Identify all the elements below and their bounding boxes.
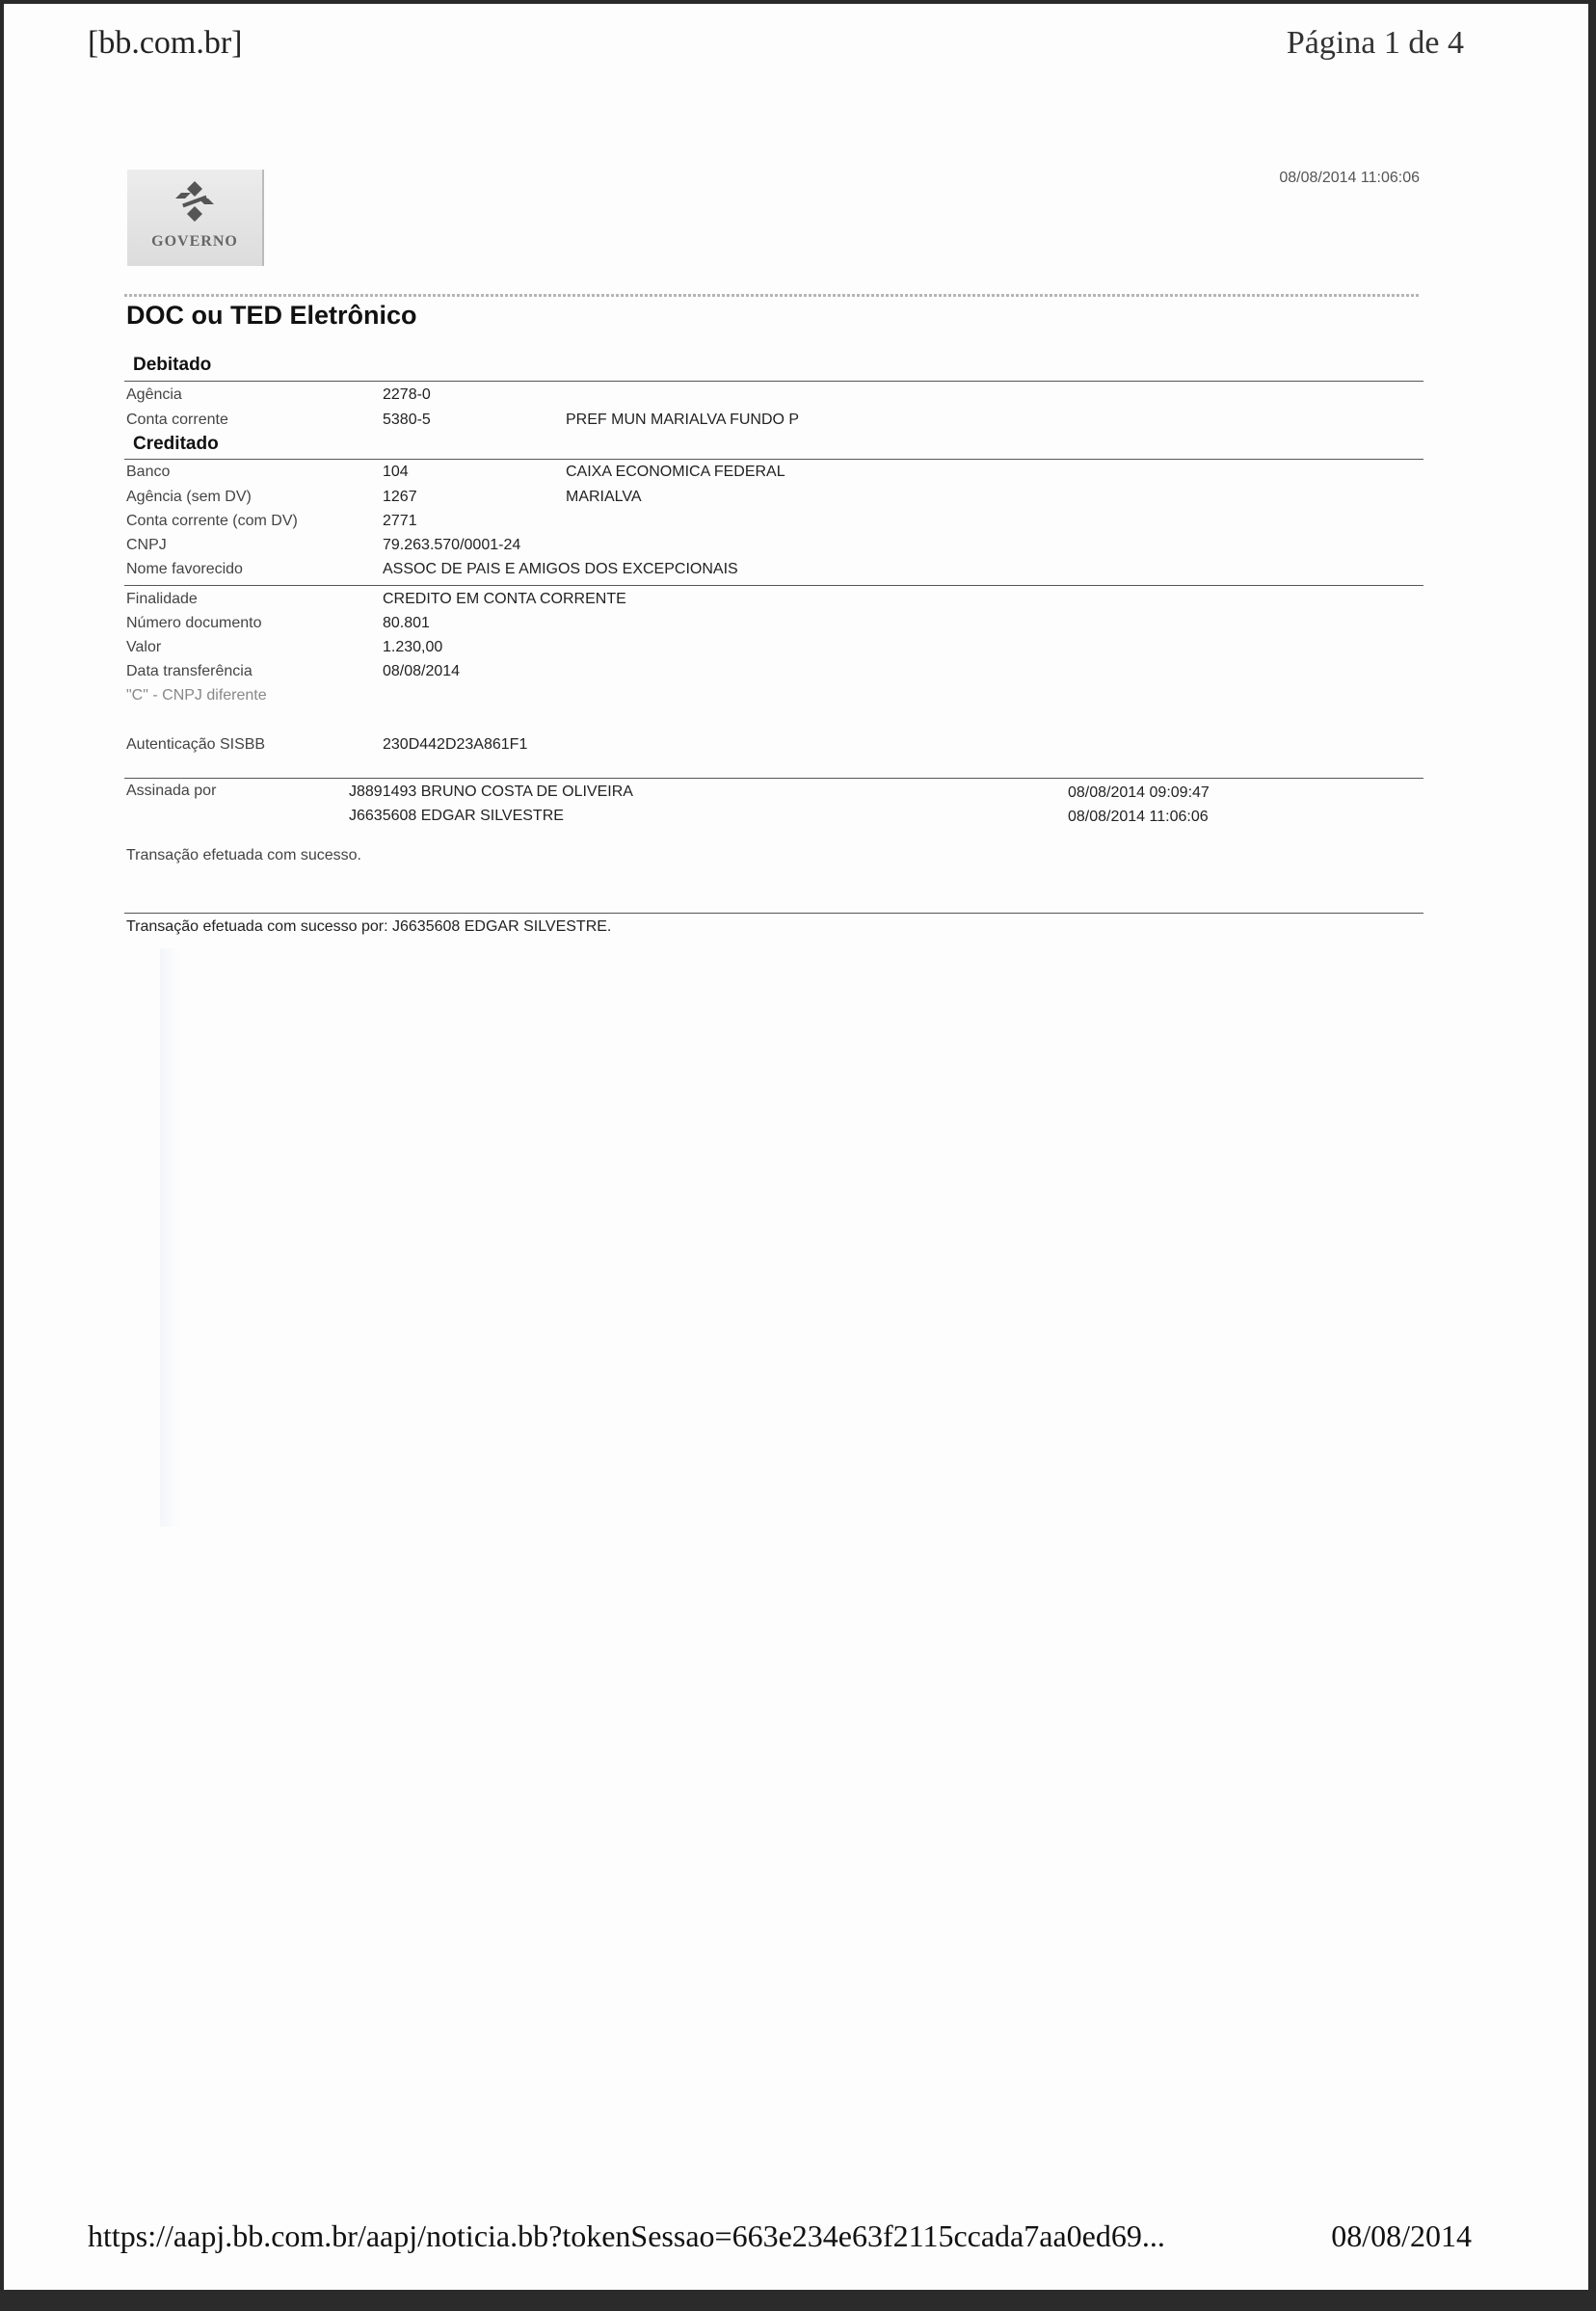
data-transferencia-label: Data transferência [126,663,253,679]
creditado-favorecido-label: Nome favorecido [126,561,243,577]
numero-documento-label: Número documento [126,615,262,631]
data-transferencia-value: 08/08/2014 [383,663,461,679]
creditado-cnpj-label: CNPJ [126,537,167,553]
signer-datetime: 08/08/2014 11:06:06 [1068,809,1209,825]
signer-datetime: 08/08/2014 09:09:47 [1068,784,1210,801]
section-creditado-title: Creditado [133,434,219,454]
divider [124,459,1423,460]
document-title: DOC ou TED Eletrônico [126,301,417,330]
creditado-banco-value: 104 [383,464,409,480]
assinada-por-label: Assinada por [126,783,217,799]
signer-name: J6635608 EDGAR SILVESTRE [349,808,564,824]
creditado-cnpj-value: 79.263.570/0001-24 [383,537,521,553]
divider [124,778,1423,779]
debitado-conta-label: Conta corrente [126,412,228,428]
creditado-banco-label: Banco [126,464,171,480]
creditado-conta-value: 2771 [383,513,417,529]
cnpj-note: "C" - CNPJ diferente [126,687,267,704]
debitado-conta-name: PREF MUN MARIALVA FUNDO P [566,412,800,428]
numero-documento-value: 80.801 [383,615,430,631]
divider [124,381,1423,382]
signer-name: J8891493 BRUNO COSTA DE OLIVEIRA [349,784,633,800]
debitado-agencia-label: Agência [126,386,182,403]
print-timestamp: 08/08/2014 11:06:06 [1279,170,1420,186]
creditado-favorecido-value: ASSOC DE PAIS E AMIGOS DOS EXCEPCIONAIS [383,561,738,577]
footer-date: 08/08/2014 [1331,2218,1472,2253]
autenticacao-label: Autenticação SISBB [126,736,266,753]
creditado-agencia-value: 1267 [383,489,417,505]
creditado-conta-label: Conta corrente (com DV) [126,513,298,529]
finalidade-value: CREDITO EM CONTA CORRENTE [383,591,626,607]
scan-artifact [160,948,179,1527]
logo-text: GOVERNO [151,233,238,250]
autenticacao-value: 230D442D23A861F1 [383,736,528,753]
governo-logo [127,170,264,266]
footer-url: https://aapj.bb.com.br/aapj/noticia.bb?tokenSessao=663e234e63f2115ccada7aa0ed69... [88,2218,1165,2253]
status-message: Transação efetuada com sucesso. [126,847,361,863]
divider [124,913,1423,914]
status-por-message: Transação efetuada com sucesso por: J6635608 EDGAR SILVESTRE. [126,918,612,935]
valor-label: Valor [126,639,162,655]
debitado-agencia-value: 2278-0 [383,386,431,403]
header-page-info: Página 1 de 4 [1286,25,1464,61]
scan-border [0,2290,1596,2311]
creditado-agencia-label: Agência (sem DV) [126,489,252,505]
valor-value: 1.230,00 [383,639,443,655]
bb-logo-icon [173,179,217,224]
creditado-agencia-name: MARIALVA [566,489,642,505]
divider [124,585,1423,586]
document-page [4,4,1588,2290]
finalidade-label: Finalidade [126,591,198,607]
creditado-banco-name: CAIXA ECONOMICA FEDERAL [566,464,785,480]
header-site: [bb.com.br] [88,25,243,61]
debitado-conta-value: 5380-5 [383,412,431,428]
section-debitado-title: Debitado [133,355,212,375]
header-divider [124,294,1421,297]
